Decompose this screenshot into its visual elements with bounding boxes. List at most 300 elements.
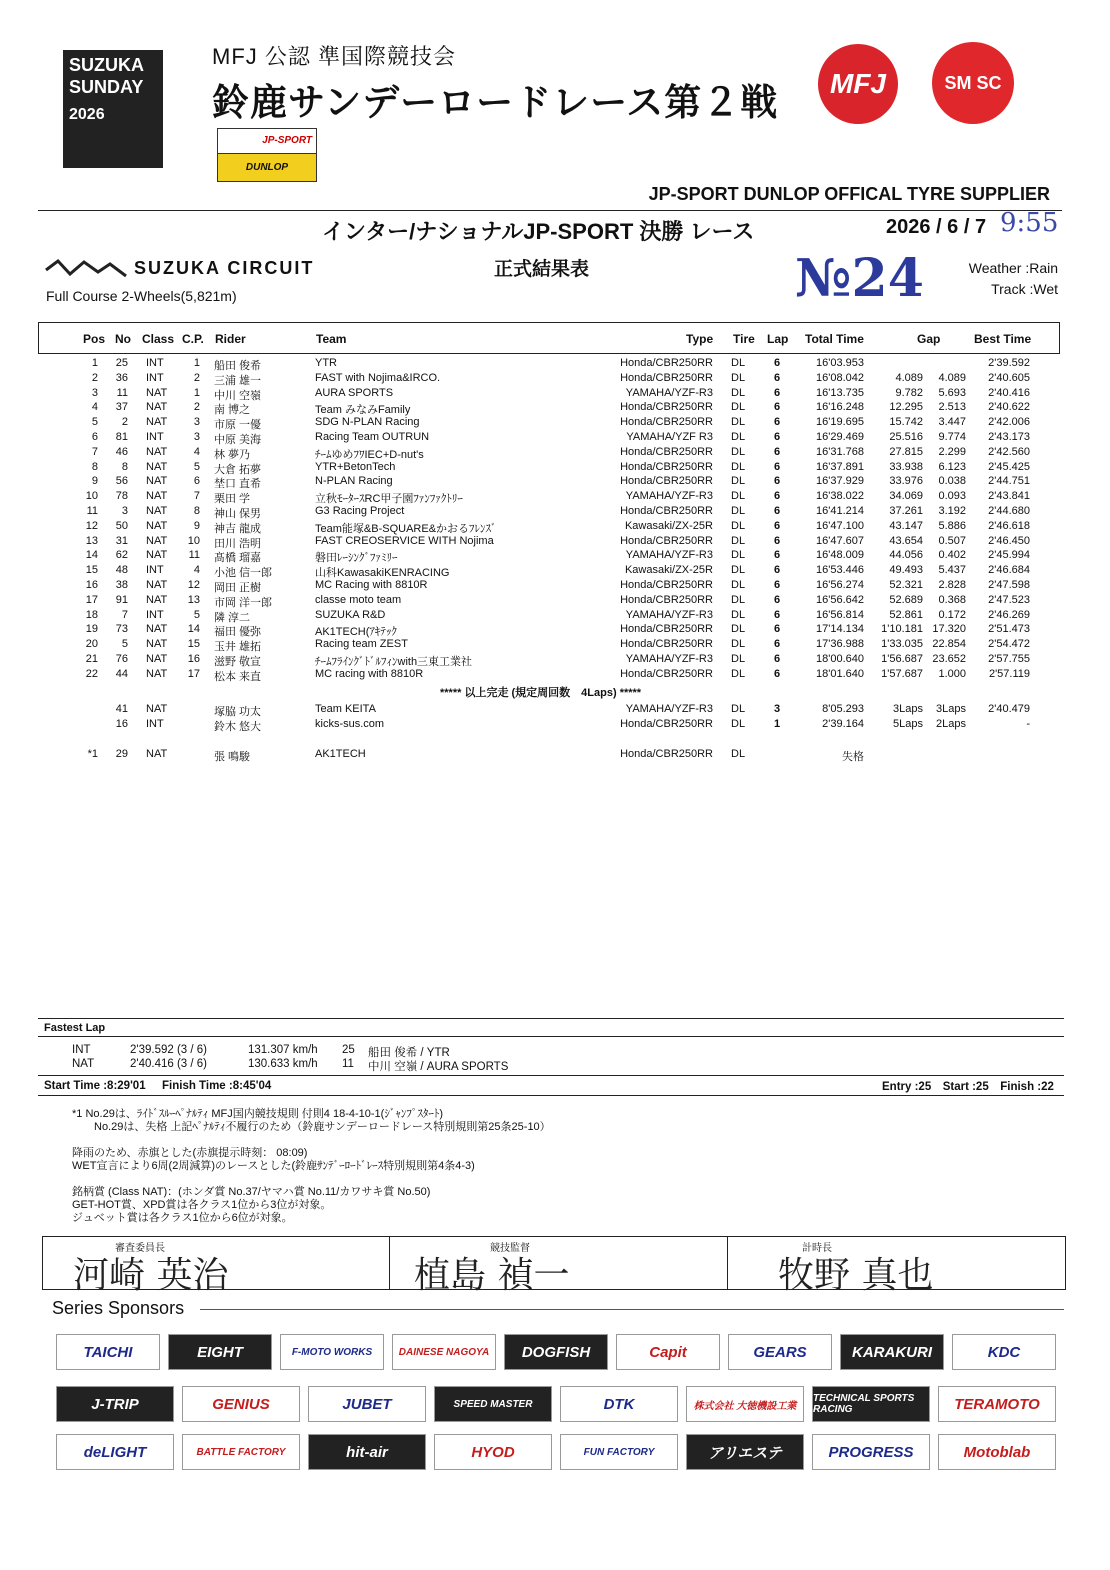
cell-interval: 2.513 <box>938 401 966 414</box>
cell-pos: 18 <box>85 608 98 621</box>
table-row <box>38 416 1060 431</box>
logo-year: 2026 <box>69 106 105 123</box>
director-signature: 植島 禎一 <box>414 1255 570 1296</box>
official-results-label: 正式結果表 <box>494 259 590 280</box>
table-row <box>38 564 1060 579</box>
cell-gap: 3Laps <box>893 703 923 715</box>
cell-tire: DL <box>731 623 746 636</box>
cell-interval: 0.093 <box>938 490 966 503</box>
cell-class: INT <box>146 431 164 443</box>
cell-tire: DL <box>731 431 746 443</box>
cell-rider: 中川 空嶺 <box>214 389 262 402</box>
table-row <box>38 535 1060 550</box>
cell-total-time: 17'36.988 <box>816 638 864 651</box>
cell-no: 5 <box>121 638 128 651</box>
cell-rider: 松本 来直 <box>214 670 262 683</box>
cell-lap: 6 <box>773 638 781 651</box>
cell-interval: 0.172 <box>938 608 966 621</box>
note-spacer <box>72 1173 551 1186</box>
sponsor-logo: HYOD <box>434 1434 552 1470</box>
cell-cp: 6 <box>193 475 200 488</box>
cell-best-time: 2'51.473 <box>988 623 1030 636</box>
cell-rider: 滋野 敬宣 <box>214 656 262 668</box>
cell-cp: 4 <box>193 564 200 577</box>
cell-cp: 2 <box>193 401 200 414</box>
col-rider: Rider <box>215 332 246 346</box>
cell-class: NAT <box>146 579 168 591</box>
cell-team: 山科KawasakiKENRACING <box>315 567 450 580</box>
sponsor-logo: DTK <box>560 1386 678 1422</box>
cell-lap: 6 <box>773 357 781 369</box>
cell-rider: 田川 浩明 <box>214 537 262 550</box>
fastest-lap-title: Fastest Lap <box>44 1022 106 1034</box>
cell-cp: 17 <box>187 667 200 680</box>
cell-type: Honda/CBR250RR <box>620 718 713 730</box>
cell-rider: 船田 俊希 <box>214 360 262 372</box>
cell-best-time: 2'45.994 <box>988 549 1030 562</box>
cell-best-time: 2'39.592 <box>988 357 1030 369</box>
cell-rider: 神吉 龍成 <box>214 522 262 535</box>
cell-class: NAT <box>146 703 168 715</box>
cell-lap: 6 <box>773 608 781 621</box>
table-row <box>38 638 1060 653</box>
cell-total-time: 16'47.607 <box>816 534 864 547</box>
race-title: インター/ナショナルJP-SPORT 決勝 レース <box>322 219 755 244</box>
cell-team: Racing team ZEST <box>315 638 408 651</box>
table-row <box>38 475 1060 490</box>
cell-rider: 栗田 学 <box>214 493 251 506</box>
cell-tire: DL <box>731 371 746 384</box>
cell-lap: 6 <box>773 460 781 473</box>
cell-team: ﾁｰﾑゆめﾌﾜIEC+D-nut's <box>315 448 424 461</box>
cell-no: 62 <box>115 549 128 562</box>
cell-no: 38 <box>115 579 128 591</box>
steward-label: 審査委員長 <box>115 1243 165 1254</box>
cell-class: INT <box>146 371 164 384</box>
cell-pos: 12 <box>85 519 98 532</box>
tyre-supplier: JP-SPORT DUNLOP OFFICAL TYRE SUPPLIER <box>648 184 1050 204</box>
table-row <box>38 490 1060 505</box>
cell-total-time: 16'29.469 <box>816 431 864 443</box>
cell-team: MC Racing with 8810R <box>315 579 428 591</box>
cell-lap: 6 <box>773 579 781 591</box>
cell-gap: 33.976 <box>889 475 923 488</box>
cell-pos: 13 <box>85 534 98 547</box>
sponsor-logo: hit-air <box>308 1434 426 1470</box>
cell-pos: 4 <box>91 401 98 414</box>
cell-no: 50 <box>115 519 128 532</box>
suzuka-circuit-icon <box>44 256 130 280</box>
cell-interval: 2Laps <box>936 718 966 730</box>
cell-rider: 南 博之 <box>214 404 251 417</box>
cell-lap: 6 <box>773 445 781 458</box>
table-row <box>38 461 1060 476</box>
cell-no: 31 <box>115 534 128 547</box>
cell-cp: 10 <box>187 534 200 547</box>
cell-class: NAT <box>146 386 168 399</box>
cell-total-time: 16'31.768 <box>816 445 864 458</box>
table-row <box>38 446 1060 461</box>
logo-line-1: SUZUKA <box>69 55 144 75</box>
weather-block <box>969 258 1058 300</box>
cell-gap: 5Laps <box>893 718 923 730</box>
cell-class: INT <box>146 564 164 577</box>
cell-type: Honda/CBR250RR <box>620 505 713 517</box>
cell-pos: 7 <box>91 445 98 458</box>
cell-no: 37 <box>115 401 128 414</box>
header-divider <box>38 210 1062 211</box>
event-title: 鈴鹿サンデーロードレース第２戦 <box>212 81 779 124</box>
note-line: GET-HOT賞、XPD賞は各クラス1位から3位が対象。 <box>72 1199 332 1211</box>
timekeeper-label: 計時長 <box>802 1243 832 1254</box>
col-tire: Tire <box>733 332 755 346</box>
cell-cp: 7 <box>193 490 200 503</box>
sponsor-logo: TAICHI <box>56 1334 160 1370</box>
cell-type: Honda/CBR250RR <box>620 748 713 760</box>
cell-lap: 3 <box>773 703 781 715</box>
cell-interval: 22.854 <box>932 638 966 651</box>
cell-cp: 3 <box>193 416 200 429</box>
cell-rider: 鈴木 悠大 <box>214 721 262 733</box>
cell-tire: DL <box>731 608 746 621</box>
cell-pos: 17 <box>85 593 98 606</box>
cell-gap: 33.938 <box>889 460 923 473</box>
cell-tire: DL <box>731 703 746 715</box>
cell-interval: 1.000 <box>938 667 966 680</box>
cell-rider: 三浦 雄一 <box>214 374 262 387</box>
cell-pos: 20 <box>85 638 98 651</box>
course-info: Full Course 2-Wheels(5,821m) <box>46 288 237 304</box>
cell-type: Honda/CBR250RR <box>620 371 713 384</box>
sponsor-logo: JUBET <box>308 1386 426 1422</box>
cell-class: NAT <box>146 667 168 680</box>
cell-class: NAT <box>146 748 168 760</box>
signature-box <box>42 1236 1066 1296</box>
cell-gap: 12.295 <box>889 401 923 414</box>
cell-no: 3 <box>121 505 128 517</box>
cell-rider: 市岡 洋一郎 <box>214 596 273 609</box>
cell-pos: 10 <box>85 490 98 503</box>
cell-tire: DL <box>731 549 746 562</box>
sponsor-logo: DAINESE NAGOYA <box>392 1334 496 1370</box>
cell-best-time: 2'44.680 <box>988 505 1030 517</box>
fastest-lap-nat-class: NAT <box>72 1058 95 1070</box>
cell-team: YTR+BetonTech <box>315 460 396 473</box>
cell-type: YAMAHA/YZF R3 <box>626 431 713 443</box>
fastest-lap-nat-speed: 130.633 km/h <box>248 1058 318 1070</box>
cell-gap: 25.516 <box>889 431 923 443</box>
cell-total-time: 16'08.042 <box>816 371 864 384</box>
circuit-name: SUZUKA CIRCUIT <box>134 258 315 278</box>
cell-total-time: 16'47.100 <box>816 519 864 532</box>
cell-pos: 2 <box>91 371 98 384</box>
fastest-lap-nat-time: 2'40.416 (3 / 6) <box>130 1058 207 1070</box>
series-sponsors-divider <box>200 1309 1064 1310</box>
cell-class: NAT <box>146 534 168 547</box>
table-row-retired <box>38 703 1060 718</box>
table-row <box>38 387 1060 402</box>
cell-best-time: 2'43.841 <box>988 490 1030 503</box>
cell-rider: 髙橋 瑠嘉 <box>214 552 262 565</box>
cell-team: AK1TECH <box>315 748 366 760</box>
dunlop-text: DUNLOP <box>218 154 316 181</box>
cell-interval: 17.320 <box>932 623 966 636</box>
cell-pos: 6 <box>91 431 98 443</box>
cell-pos: 19 <box>85 623 98 636</box>
cell-rider: 埜口 直希 <box>214 478 262 491</box>
jp-sport-text: JP-SPORT <box>218 129 316 154</box>
cell-lap: 1 <box>773 718 781 730</box>
table-row-retired <box>38 718 1060 733</box>
cell-total-time: 16'37.929 <box>816 475 864 488</box>
col-best-time: Best Time <box>974 332 1032 346</box>
cell-best-time: 2'47.598 <box>988 579 1030 591</box>
cell-interval: 3.447 <box>938 416 966 429</box>
sponsor-logo: F-MOTO WORKS <box>280 1334 384 1370</box>
cell-cp: 16 <box>187 653 200 665</box>
cell-best-time: 2'54.472 <box>988 638 1030 651</box>
cell-team: ﾁｰﾑﾌﾗｲﾝｸﾞﾄﾞﾙﾌｨﾝwith三東工業社 <box>315 656 473 668</box>
cell-team: YTR <box>315 357 337 369</box>
cell-no: 16 <box>115 718 128 730</box>
cell-pos: 8 <box>91 460 98 473</box>
cell-team: Team みなみFamily <box>315 404 411 417</box>
cell-no: 73 <box>115 623 128 636</box>
cell-cp: 4 <box>193 445 200 458</box>
cell-tire: DL <box>731 748 746 760</box>
cell-tire: DL <box>731 490 746 503</box>
table-row <box>38 609 1060 624</box>
cell-gap: 1'57.687 <box>881 667 923 680</box>
cell-lap: 6 <box>773 505 781 517</box>
cell-type: YAMAHA/YZF-R3 <box>625 549 713 562</box>
cell-team: FAST with Nojima&IRCO. <box>315 371 441 384</box>
cell-tire: DL <box>731 460 746 473</box>
cell-gap: 37.261 <box>889 505 923 517</box>
sponsor-logo: FUN FACTORY <box>560 1434 678 1470</box>
cell-type: Honda/CBR250RR <box>620 475 713 488</box>
cell-type: YAMAHA/YZF-R3 <box>625 608 713 621</box>
race-date: 2026 / 6 / 7 <box>886 216 987 238</box>
cell-type: YAMAHA/YZF-R3 <box>625 653 713 665</box>
cell-class: NAT <box>146 653 168 665</box>
cell-cp: 13 <box>187 593 200 606</box>
cell-tire: DL <box>731 386 746 399</box>
cell-interval: 0.507 <box>938 534 966 547</box>
col-cp: C.P. <box>182 332 204 346</box>
cell-total-time: 16'48.009 <box>816 549 864 562</box>
cell-cp: 14 <box>187 623 200 636</box>
cell-cp: 1 <box>193 357 200 369</box>
cell-best-time: 2'46.684 <box>988 564 1030 577</box>
cell-lap: 6 <box>773 490 781 503</box>
cell-no: 48 <box>115 564 128 577</box>
col-pos: Pos <box>83 332 106 346</box>
cell-type: YAMAHA/YZF-R3 <box>625 490 713 503</box>
cell-class: NAT <box>146 490 168 503</box>
table-row <box>38 401 1060 416</box>
smsc-logo: SM SC <box>932 42 1014 124</box>
cell-type: YAMAHA/YZF-R3 <box>625 386 713 399</box>
note-line: 降雨のため、赤旗とした(赤旗提示時刻： 08:09) <box>72 1147 308 1159</box>
cell-total-time: 16'13.735 <box>816 386 864 399</box>
table-row <box>38 579 1060 594</box>
cell-class: NAT <box>146 416 168 429</box>
col-no: No <box>115 332 131 346</box>
table-row <box>38 549 1060 564</box>
col-class: Class <box>142 332 175 346</box>
cell-best-time: 2'45.425 <box>988 460 1030 473</box>
cell-cp: 1 <box>193 386 200 399</box>
cell-cp: 2 <box>193 371 200 384</box>
cell-class: NAT <box>146 623 168 636</box>
col-gap: Gap <box>917 332 941 346</box>
cell-best-time: 2'40.479 <box>988 703 1030 715</box>
cell-rider: 市原 一優 <box>214 419 262 432</box>
fastest-lap-int-time: 2'39.592 (3 / 6) <box>130 1044 207 1056</box>
cell-interval: 5.693 <box>938 386 966 399</box>
cell-total-time: 16'41.214 <box>816 505 864 517</box>
cell-lap: 6 <box>773 401 781 414</box>
cell-no: 76 <box>115 653 128 665</box>
cell-lap: 6 <box>773 386 781 399</box>
cell-total-time: 16'56.814 <box>816 608 864 621</box>
cell-best-time: 2'42.006 <box>988 416 1030 429</box>
sponsor-logo: TERAMOTO <box>938 1386 1056 1422</box>
cell-tire: DL <box>731 667 746 680</box>
cell-total-time: 16'53.446 <box>816 564 864 577</box>
cell-rider: 隣 淳二 <box>214 611 251 624</box>
col-team: Team <box>316 332 347 346</box>
sponsor-logo: GEARS <box>728 1334 832 1370</box>
cell-total-time: 失格 <box>842 751 864 763</box>
cell-gap: 9.782 <box>895 386 923 399</box>
cell-class: NAT <box>146 638 168 651</box>
sponsor-logo: 株式会社 大徳機設工業 <box>686 1386 804 1422</box>
cell-interval: 4.089 <box>938 371 966 384</box>
cell-rider: 福田 優弥 <box>214 626 262 639</box>
cell-type: Honda/CBR250RR <box>620 579 713 591</box>
cell-no: 56 <box>115 475 128 488</box>
table-row <box>38 505 1060 520</box>
col-lap: Lap <box>767 332 789 346</box>
cell-team: 立秋ﾓｰﾀｰｽRC甲子園ﾌｧﾝﾌｧｸﾄﾘｰ <box>315 493 463 506</box>
cell-rider: 張 鳴駿 <box>214 751 251 763</box>
cell-gap: 4.089 <box>895 371 923 384</box>
cell-tire: DL <box>731 505 746 517</box>
cell-interval: 2.828 <box>938 579 966 591</box>
cell-interval: 3.192 <box>938 505 966 517</box>
cell-best-time: 2'57.755 <box>988 653 1030 665</box>
cell-lap: 6 <box>773 653 781 665</box>
cell-team: G3 Racing Project <box>315 505 405 517</box>
sponsor-logo: deLIGHT <box>56 1434 174 1470</box>
timekeeper-signature: 牧野 真也 <box>778 1255 934 1296</box>
sponsor-logo: SPEED MASTER <box>434 1386 552 1422</box>
cell-type: Honda/CBR250RR <box>620 638 713 651</box>
cell-best-time: - <box>1026 718 1030 730</box>
cell-gap: 1'10.181 <box>881 623 923 636</box>
cell-interval: 5.437 <box>938 564 966 577</box>
cell-tire: DL <box>731 579 746 591</box>
cell-type: Honda/CBR250RR <box>620 623 713 636</box>
sponsor-logo: TECHNICAL SPORTS RACING <box>812 1386 930 1422</box>
cell-best-time: 2'46.618 <box>988 519 1030 532</box>
note-line: No.29は、失格 上記ﾍﾟﾅﾙﾃｨ不履行のため（鈴鹿サンデーロードレース特別規則第25条25-10） <box>72 1121 551 1133</box>
cell-pos: 14 <box>85 549 98 562</box>
cell-best-time: 2'40.416 <box>988 386 1030 399</box>
note-line: *1 No.29は、ﾗｲﾄﾞｽﾙｰﾍﾟﾅﾙﾃｨ MFJ国内競技規則 付則4 18-4-10-1(ｼﾞｬﾝﾌﾟｽﾀｰﾄ) <box>72 1108 443 1120</box>
cell-cp: 9 <box>193 519 200 532</box>
cell-best-time: 2'44.751 <box>988 475 1030 488</box>
mfj-logo: MFJ <box>818 44 898 124</box>
cell-gap: 44.056 <box>889 549 923 562</box>
cell-total-time: 17'14.134 <box>816 623 864 636</box>
cell-no: 36 <box>115 371 128 384</box>
cell-best-time: 2'42.560 <box>988 445 1030 458</box>
cell-pos: 1 <box>91 357 98 369</box>
fastest-lap-int-class: INT <box>72 1044 91 1056</box>
cell-class: NAT <box>146 460 168 473</box>
table-row <box>38 668 1060 683</box>
cell-team: SDG N-PLAN Racing <box>315 416 420 429</box>
cell-gap: 15.742 <box>889 416 923 429</box>
signature-cell-director <box>389 1237 728 1296</box>
cell-rider: 玉井 雄拓 <box>214 641 262 654</box>
note-line: WET宣言により6周(2周減算)のレースとした(鈴鹿ｻﾝﾃﾞｰﾛｰﾄﾞﾚｰｽ特別規則第4条4-3) <box>72 1160 475 1172</box>
cell-gap: 52.321 <box>889 579 923 591</box>
sponsor-logo: EIGHT <box>168 1334 272 1370</box>
director-label: 競技監督 <box>490 1243 530 1254</box>
cell-total-time: 16'03.953 <box>816 357 864 369</box>
cell-class: INT <box>146 718 164 730</box>
start-time: Start Time :8:29'01 <box>44 1080 146 1092</box>
cell-no: 46 <box>115 445 128 458</box>
steward-signature: 河崎 英治 <box>73 1255 229 1296</box>
cell-rider: 林 夢乃 <box>214 448 251 461</box>
cell-gap: 1'33.035 <box>881 638 923 651</box>
cell-rider: 中原 美海 <box>214 434 262 446</box>
cell-type: Honda/CBR250RR <box>620 534 713 547</box>
sponsor-logo: GENIUS <box>182 1386 300 1422</box>
cell-no: 78 <box>115 490 128 503</box>
cell-no: 11 <box>116 386 128 399</box>
cell-interval: 9.774 <box>938 431 966 443</box>
cell-type: Honda/CBR250RR <box>620 445 713 458</box>
table-row <box>38 653 1060 668</box>
cell-total-time: 16'19.695 <box>816 416 864 429</box>
cell-gap: 49.493 <box>889 564 923 577</box>
track-condition: Track :Wet <box>991 281 1058 297</box>
cell-cp: 11 <box>188 549 200 562</box>
cell-best-time: 2'40.622 <box>988 401 1030 414</box>
cell-interval: 5.886 <box>938 519 966 532</box>
signature-cell-timekeeper <box>727 1237 1066 1296</box>
cell-gap: 1'56.687 <box>881 653 923 665</box>
cell-interval: 0.038 <box>938 475 966 488</box>
cell-rider: 大倉 拓夢 <box>214 463 262 476</box>
timing-divider <box>38 1075 1064 1076</box>
cell-cp: 5 <box>193 608 200 621</box>
sponsor-logo: アリエステ <box>686 1434 804 1470</box>
cell-pos: 21 <box>85 653 98 665</box>
cell-class: NAT <box>146 593 168 606</box>
cell-type: Honda/CBR250RR <box>620 416 713 429</box>
cell-team: AURA SPORTS <box>315 386 394 399</box>
col-total-time: Total Time <box>805 332 864 346</box>
cell-interval: 2.299 <box>938 445 966 458</box>
fastest-lap-divider-top <box>38 1018 1064 1019</box>
